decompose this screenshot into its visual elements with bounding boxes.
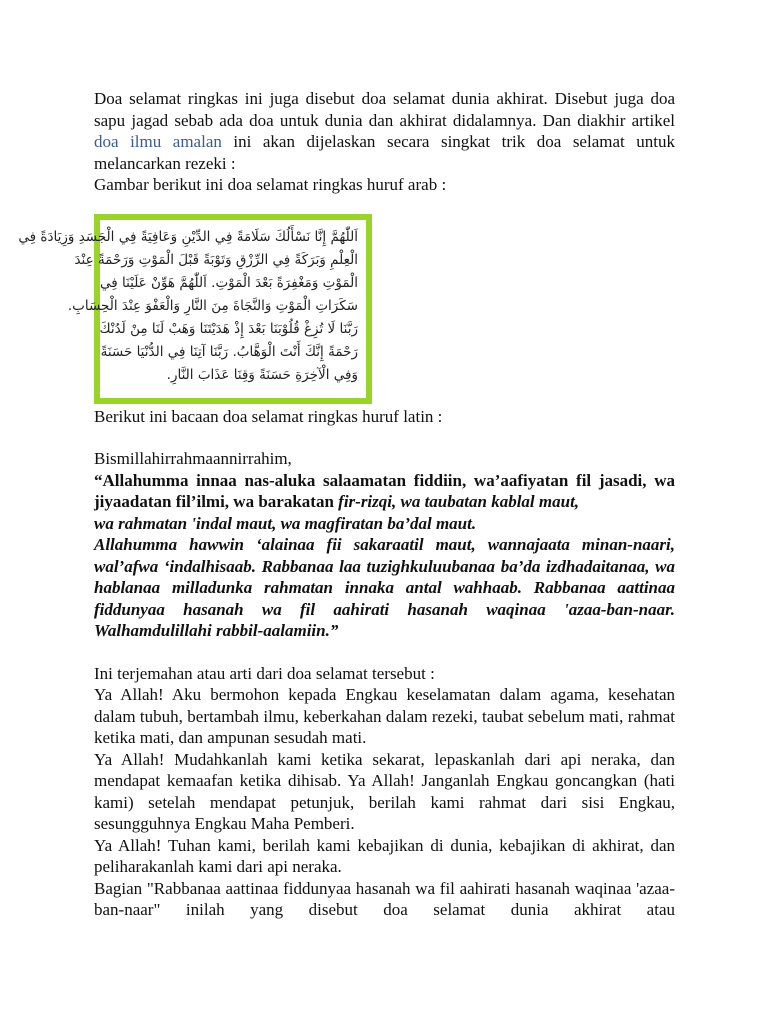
arabic-line: الْعِلْمِ وَبَرَكَةً فِي الرِّزْقِ وَتَوْبَةً قَبْلَ الْمَوْتِ وَرَحْمَةً عِنْدَ [74,251,358,268]
arabic-line: الْمَوْتِ وَمَغْفِرَةً بَعْدَ الْمَوْتِ. اَللّٰهُمَّ هَوِّنْ عَلَيْنَا فِي [99,274,358,291]
document-page [18,88,675,921]
translation-paragraph-2: Ya Allah! Mudahkanlah kami ketika sekarat, lepaskanlah dari api neraka, dan mendapat kemaafan ketika dihisab. Ya Allah! Janganlah Engkau goncangkan (hati kami) setelah mendapat petunjuk, berilah kami rahmat dari sisi Engkau, sesungguhnya Engkau Maha Pemberi. [94,749,675,833]
latin-prayer-bold-italic: fir-rizqi, wa taubatan kablal maut, [338,492,580,511]
spacer [94,427,675,448]
arabic-line: رَبَّنَا لَا تُزِغْ قُلُوْبَنَا بَعْدَ إِذْ هَدَيْتَنَا وَهَبْ لَنَا مِنْ لَدُنْكَ [99,320,358,337]
bismillah-line: Bismillahirrahmaannirrahim, [94,449,292,468]
arabic-line: رَحْمَةً إِنَّكَ أَنْتَ الْوَهَّابُ. رَبَّنَا آتِنَا فِي الدُّنْيَا حَسَنَةً [100,343,358,360]
latin-heading: Berikut ini bacaan doa selamat ringkas huruf latin : [94,406,443,426]
arabic-line: وَفِي الْآخِرَةِ حَسَنَةً وَقِنَا عَذَابَ النَّارِ. [166,366,358,383]
arabic-image-caption: Gambar berikut ini doa selamat ringkas huruf arab : [94,175,447,194]
spacer [94,642,675,663]
translation-paragraph-4: Bagian "Rabbanaa aattinaa fiddunyaa hasanah wa fil aahirati hasanah waqinaa 'azaa-ban-naar" inilah yang disebut doa selamat dunia akhirat atau [94,878,675,919]
arabic-prayer-text [18,226,358,392]
arabic-line: اَللّٰهُمَّ إِنَّا نَسْأَلُكَ سَلَامَةً فِي الدِّيْنِ وَعَافِيَةً فِي الْجَسَدِ وَزِيَادَةً فِي [18,228,358,245]
doa-ilmu-amalan-link[interactable]: doa ilmu amalan [94,132,222,151]
translation-paragraph-1: Ya Allah! Aku bermohon kepada Engkau keselamatan dalam agama, kesehatan dalam tubuh, bertambah ilmu, keberkahan dalam rezeki, taubat sebelum mati, rahmat ketika mati, dan ampunan sesudah mati. [94,685,675,747]
intro-text-b: ini akan dijelaskan secara singkat trik doa selamat untuk melancarkan rezeki : [94,132,675,173]
latin-prayer-part3: Allahumma hawwin ‘alainaa fii sakaraatil maut, wannajaata minan-naari, wal’afwa ‘indalhisaab. Rabbanaa laa tuzighkuluubanaa ba’da izdhadaitanaa, wa hablanaa milladunka rahmatan innaka antal wahhaab. Rabbanaa aattinaa fiddunyaa hasanah wa fil aahirati hasanah waqinaa 'azaa-ban-naar. Walhamdulillahi rabbil-aalamiin.” [94,535,675,640]
translation-heading: Ini terjemahan atau arti dari doa selamat tersebut : [94,663,435,683]
latin-prayer-part1 [94,470,675,513]
arabic-prayer-image [18,214,372,404]
latin-prayer-bold: “Allahumma innaa nas-aluka salaamatan fiddiin, wa’aafiyatan fil jasadi, wa jiyaadatan fil’ilmi, wa barakatan [94,470,675,511]
arabic-line: سَكَرَاتِ الْمَوْتِ وَالنَّجَاةَ مِنَ النَّارِ وَالْعَفْوَ عِنْدَ الْحِسَابِ. [67,297,358,314]
intro-paragraph [94,88,675,174]
intro-text-a: Doa selamat ringkas ini juga disebut doa selamat dunia akhirat. Disebut juga doa sapu jagad sebab ada doa untuk dunia dan akhirat didalamnya. Dan diakhir artikel [94,89,675,130]
translation-paragraph-3: Ya Allah! Tuhan kami, berilah kami kebajikan di dunia, kebajikan di akhirat, dan peliharakanlah kami dari api neraka. [94,835,675,876]
latin-prayer-part2: wa rahmatan 'indal maut, wa magfiratan ba’dal maut. [94,513,477,533]
